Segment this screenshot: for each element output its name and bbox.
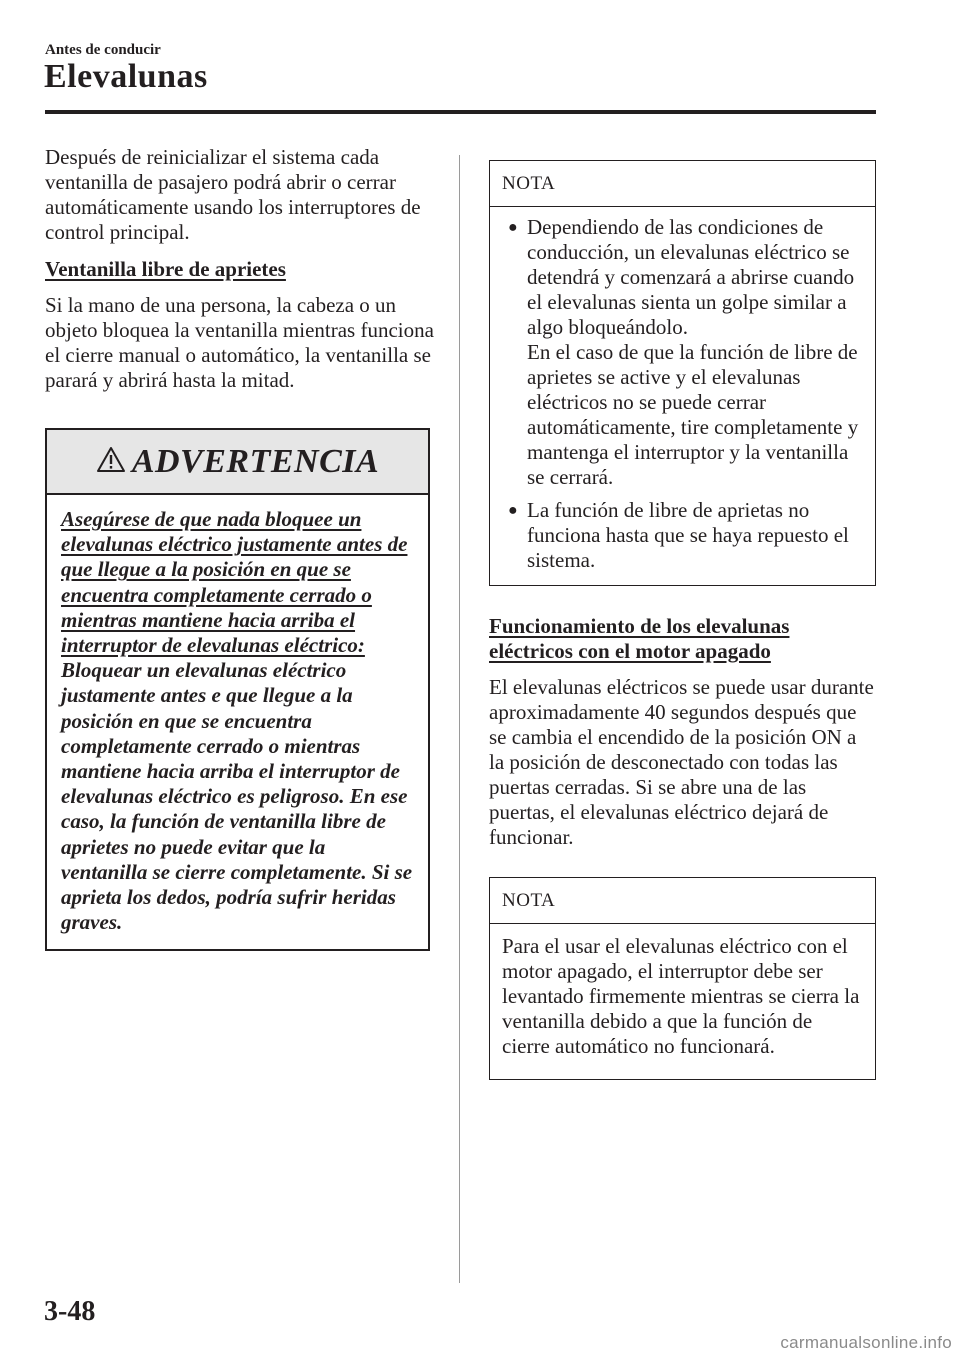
bullet-dot-icon: ● (508, 219, 518, 236)
note-list-item (502, 498, 865, 573)
intro-paragraph: Después de reinicializar el sistema cada ventanilla de pasajero podrá abrir o cerrar automáticamente usando los interruptores de control principal. (45, 145, 421, 244)
warning-body (47, 495, 428, 949)
note-label: NOTA (490, 878, 875, 924)
note-label: NOTA (490, 161, 875, 207)
pinch-free-paragraph: Si la mano de una persona, la cabeza o un objeto bloquea la ventanilla mientras funciona el cierre manual o automático, la ventanilla se parará y abrirá hasta la mitad. (45, 293, 434, 392)
right-column (489, 160, 876, 1080)
note-bullet-1a: Dependiendo de las condiciones de conducción, un elevalunas eléctrico se detendrá y comenzará a abrirse cuando el elevalunas sienta un golpe similar a algo bloqueándolo. (527, 215, 855, 339)
warning-lead: Asegúrese de que nada bloquee un elevalunas eléctrico justamente antes de que llegue a la posición en que se encuentra completamente cerrado o mientras mantiene hacia arriba el interruptor de elevalunas eléctrico: (61, 507, 408, 658)
note-box-1 (489, 160, 876, 586)
note-box-2 (489, 877, 876, 1080)
note-list (502, 215, 865, 573)
column-divider (459, 155, 460, 1283)
note-2-text: Para el usar el elevalunas eléctrico con el motor apagado, el interruptor debe ser levantado firmemente mientras se cierra la ventanilla debido a que la función de cierre automático no funcionará. (502, 934, 860, 1058)
page-title: Elevalunas (44, 58, 208, 95)
engine-off-paragraph: El elevalunas eléctricos se puede usar durante aproximadamente 40 segundos después que se cambia el encendido de la posición ON a la posición de desconectado con todas las puertas cerradas. Si se abre una de las puertas, el elevalunas eléctrico dejará de funcionar. (489, 675, 874, 849)
note-bullet-1b: En el caso de que la función de libre de aprietes se active y el elevalunas eléctricos no se puede cerrar automáticamente, tire completamente y mantenga el interruptor y la ventanilla se cerrará. (527, 340, 859, 489)
page-number: 3-48 (44, 1296, 96, 1327)
warning-triangle-icon (96, 446, 126, 473)
section-label: Antes de conducir (45, 42, 161, 58)
subheading-engine-off: Funcionamiento de los elevalunas eléctricos con el motor apagado (489, 614, 790, 663)
warning-box (45, 428, 430, 951)
subheading-pinch-free: Ventanilla libre de aprietes (45, 257, 286, 281)
bullet-dot-icon: ● (508, 502, 518, 519)
note-body-1 (490, 207, 875, 585)
warning-title: ADVERTENCIA (131, 442, 380, 480)
note-bullet-2: La función de libre de aprietas no funciona hasta que se haya repuesto el sistema. (527, 498, 849, 572)
note-body-2 (490, 924, 875, 1079)
note-list-item (502, 215, 865, 490)
watermark-url: carmanualsonline.info (780, 1333, 952, 1352)
warning-text: Bloquear un elevalunas eléctrico justamente antes e que llegue a la posición en que se encuentra completamente cerrado o mientras mantiene hacia arriba el interruptor de elevalunas eléctrico es peligroso. En ese caso, la función de ventanilla libre de aprietes no puede evitar que la ventanilla se cierre completamente. Si se aprieta los dedos, podría sufrir heridas graves. (61, 658, 413, 935)
warning-header (47, 430, 428, 495)
left-column (45, 145, 440, 951)
title-rule (45, 110, 876, 114)
